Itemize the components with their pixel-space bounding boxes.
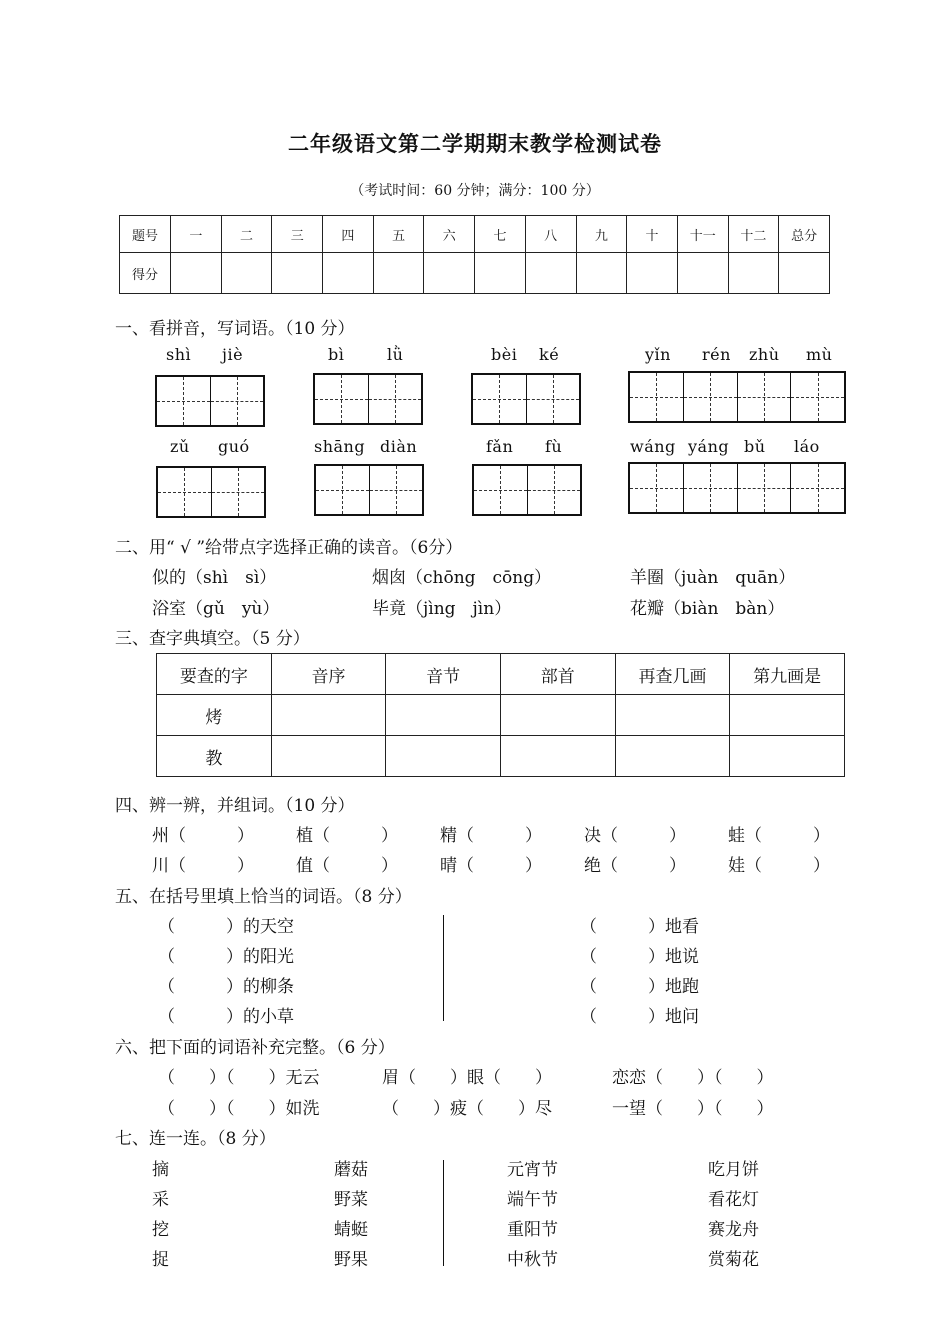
pinyin: zǔ xyxy=(170,437,190,456)
score-cell[interactable] xyxy=(171,253,222,294)
match-item[interactable]: 蘑菇 xyxy=(334,1160,368,1180)
word-blank[interactable]: 娃（ ） xyxy=(728,856,830,876)
phrase-blank[interactable]: （ ）的天空 xyxy=(158,917,294,937)
score-cell[interactable] xyxy=(576,253,627,294)
score-cell[interactable] xyxy=(525,253,576,294)
pinyin: guó xyxy=(218,437,250,456)
pinyin: wáng xyxy=(630,437,676,456)
match-item[interactable]: 看花灯 xyxy=(708,1190,759,1210)
section-2-title: 二、用“ √ ”给带点字选择正确的读音。（6分） xyxy=(115,538,463,558)
dict-header: 音节 xyxy=(386,654,501,695)
idiom-blank[interactable]: （ ）（ ）无云 xyxy=(158,1068,320,1088)
match-item[interactable]: 元宵节 xyxy=(507,1160,558,1180)
section-6-title: 六、把下面的词语补充完整。（6 分） xyxy=(115,1038,395,1058)
match-item[interactable]: 赏菊花 xyxy=(708,1250,759,1270)
score-cell[interactable] xyxy=(373,253,424,294)
match-item[interactable]: 挖 xyxy=(152,1220,169,1240)
pinyin: lǜ xyxy=(387,345,404,364)
score-header-cell: 五 xyxy=(373,216,424,253)
word-blank[interactable]: 晴（ ） xyxy=(440,856,542,876)
phrase-blank[interactable]: （ ）地看 xyxy=(580,917,699,937)
writing-grid[interactable] xyxy=(155,375,265,427)
score-cell[interactable] xyxy=(677,253,728,294)
dict-header: 要查的字 xyxy=(157,654,272,695)
section-3-title: 三、查字典填空。（5 分） xyxy=(115,629,310,649)
pinyin: bèi xyxy=(491,345,518,364)
match-item[interactable]: 摘 xyxy=(152,1160,169,1180)
idiom-blank[interactable]: 眉（ ）眼（ ） xyxy=(382,1068,552,1088)
word-blank[interactable]: 决（ ） xyxy=(584,826,686,846)
score-header-cell: 三 xyxy=(272,216,323,253)
pinyin: bǔ xyxy=(744,437,766,456)
match-item[interactable]: 中秋节 xyxy=(507,1250,558,1270)
score-cell[interactable] xyxy=(424,253,475,294)
word-blank[interactable]: 州（ ） xyxy=(152,826,254,846)
dictionary-header-row xyxy=(157,654,845,695)
word-blank[interactable]: 绝（ ） xyxy=(584,856,686,876)
writing-grid[interactable] xyxy=(314,464,424,516)
phrase-blank[interactable]: （ ）地问 xyxy=(580,1007,699,1027)
pinyin: fǎn xyxy=(486,437,514,456)
pinyin: yǐn xyxy=(645,345,671,364)
dict-cell[interactable] xyxy=(730,695,845,736)
score-header-cell: 十 xyxy=(627,216,678,253)
dictionary-table xyxy=(156,653,845,777)
section-1-title: 一、看拼音，写词语。（10 分） xyxy=(115,319,355,339)
score-cell[interactable] xyxy=(728,253,779,294)
pinyin: diàn xyxy=(380,437,418,456)
phrase-blank[interactable]: （ ）地跑 xyxy=(580,977,699,997)
match-item[interactable]: 蜻蜓 xyxy=(334,1220,368,1240)
match-item[interactable]: 赛龙舟 xyxy=(708,1220,759,1240)
score-header-cell: 九 xyxy=(576,216,627,253)
dict-cell[interactable] xyxy=(500,695,615,736)
pinyin: yáng xyxy=(688,437,730,456)
idiom-blank[interactable]: （ ）疲（ ）尽 xyxy=(382,1099,552,1119)
writing-grid[interactable] xyxy=(628,371,846,423)
match-item[interactable]: 端午节 xyxy=(507,1190,558,1210)
score-cell[interactable] xyxy=(272,253,323,294)
writing-grid[interactable] xyxy=(313,373,423,425)
score-header-cell: 总分 xyxy=(779,216,830,253)
divider xyxy=(443,1160,444,1266)
word-blank[interactable]: 精（ ） xyxy=(440,826,542,846)
dictionary-row xyxy=(157,736,845,777)
score-cell[interactable] xyxy=(779,253,830,294)
writing-grid[interactable] xyxy=(628,462,846,514)
score-header-cell: 二 xyxy=(221,216,272,253)
score-table xyxy=(119,215,830,294)
pinyin: mù xyxy=(806,345,833,364)
idiom-blank[interactable]: （ ）（ ）如洗 xyxy=(158,1099,320,1119)
match-item[interactable]: 重阳节 xyxy=(507,1220,558,1240)
dict-cell[interactable] xyxy=(271,736,386,777)
word-blank[interactable]: 植（ ） xyxy=(296,826,398,846)
score-header-cell: 十一 xyxy=(677,216,728,253)
pinyin: bì xyxy=(328,345,345,364)
score-label: 得分 xyxy=(120,253,171,294)
exam-info: （考试时间：60 分钟；满分：100 分） xyxy=(350,183,600,199)
reading-choice[interactable]: 似的（shì sì） xyxy=(152,568,277,588)
writing-grid[interactable] xyxy=(472,464,582,516)
match-item[interactable]: 野果 xyxy=(334,1250,368,1270)
score-header-cell: 十二 xyxy=(728,216,779,253)
dict-cell[interactable] xyxy=(730,736,845,777)
pinyin: rén xyxy=(702,345,731,364)
section-5-title: 五、在括号里填上恰当的词语。（8 分） xyxy=(115,887,412,907)
dict-header: 第九画是 xyxy=(730,654,845,695)
score-header-cell: 四 xyxy=(323,216,374,253)
phrase-blank[interactable]: （ ）地说 xyxy=(580,947,699,967)
match-item[interactable]: 捉 xyxy=(152,1250,169,1270)
dict-char: 教 xyxy=(157,736,272,777)
match-item[interactable]: 采 xyxy=(152,1190,169,1210)
dict-cell[interactable] xyxy=(500,736,615,777)
dict-header: 再查几画 xyxy=(615,654,730,695)
dict-cell[interactable] xyxy=(386,695,501,736)
word-blank[interactable]: 蛙（ ） xyxy=(728,826,830,846)
match-item[interactable]: 吃月饼 xyxy=(708,1160,759,1180)
dict-header: 音序 xyxy=(271,654,386,695)
section-7-title: 七、连一连。（8 分） xyxy=(115,1129,276,1149)
pinyin: shāng xyxy=(314,437,366,456)
pinyin: shì xyxy=(166,345,192,364)
score-cell[interactable] xyxy=(475,253,526,294)
dict-char: 烤 xyxy=(157,695,272,736)
score-cell[interactable] xyxy=(221,253,272,294)
reading-choice[interactable]: 花瓣（biàn bàn） xyxy=(630,599,785,619)
page-title: 二年级语文第二学期期末教学检测试卷 xyxy=(288,131,662,156)
phrase-blank[interactable]: （ ）的阳光 xyxy=(158,947,294,967)
dictionary-row xyxy=(157,695,845,736)
score-header-cell: 八 xyxy=(525,216,576,253)
writing-grid[interactable] xyxy=(471,373,581,425)
pinyin: jiè xyxy=(222,345,244,364)
word-blank[interactable]: 川（ ） xyxy=(152,856,254,876)
score-table-header-row xyxy=(120,216,830,253)
divider xyxy=(443,915,444,1021)
writing-grid[interactable] xyxy=(156,466,266,518)
pinyin: fù xyxy=(545,437,563,456)
pinyin: zhù xyxy=(749,345,780,364)
pinyin: láo xyxy=(794,437,820,456)
reading-choice[interactable]: 羊圈（juàn quān） xyxy=(630,568,796,588)
word-blank[interactable]: 值（ ） xyxy=(296,856,398,876)
reading-choice[interactable]: 浴室（gǔ yù） xyxy=(152,599,280,619)
score-cell[interactable] xyxy=(323,253,374,294)
score-table-score-row xyxy=(120,253,830,294)
dict-cell[interactable] xyxy=(615,736,730,777)
dict-cell[interactable] xyxy=(386,736,501,777)
pinyin: ké xyxy=(539,345,560,364)
dict-header: 部首 xyxy=(500,654,615,695)
dict-cell[interactable] xyxy=(615,695,730,736)
score-cell[interactable] xyxy=(627,253,678,294)
phrase-blank[interactable]: （ ）的柳条 xyxy=(158,977,294,997)
phrase-blank[interactable]: （ ）的小草 xyxy=(158,1007,294,1027)
score-header-cell: 六 xyxy=(424,216,475,253)
dict-cell[interactable] xyxy=(271,695,386,736)
score-header-cell: 一 xyxy=(171,216,222,253)
reading-choice[interactable]: 毕竟（jìng jìn） xyxy=(372,599,512,619)
score-header-cell: 题号 xyxy=(120,216,171,253)
idiom-blank[interactable]: 一望（ ）（ ） xyxy=(612,1099,774,1119)
idiom-blank[interactable]: 恋恋（ ）（ ） xyxy=(612,1068,774,1088)
match-item[interactable]: 野菜 xyxy=(334,1190,368,1210)
section-4-title: 四、辨一辨，并组词。（10 分） xyxy=(115,796,355,816)
score-header-cell: 七 xyxy=(475,216,526,253)
reading-choice[interactable]: 烟囱（chōng cōng） xyxy=(372,568,552,588)
